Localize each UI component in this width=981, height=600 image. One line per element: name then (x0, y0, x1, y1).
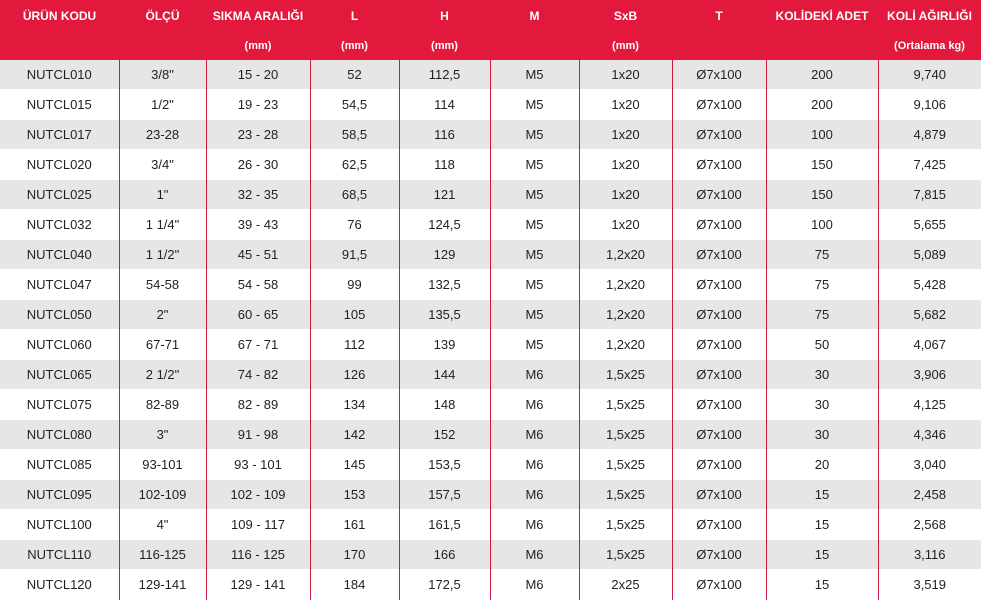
cell-clamping-range: 93 - 101 (206, 450, 310, 480)
cell-band-sxb: 1,5x25 (579, 360, 672, 390)
table-row (0, 510, 981, 540)
table-row (0, 210, 981, 240)
cell-screw-m: M5 (490, 210, 579, 240)
cell-clamping-range: 23 - 28 (206, 120, 310, 150)
cell-band-sxb: 1,2x20 (579, 300, 672, 330)
cell-height-h: 172,5 (399, 570, 490, 600)
cell-height-h: 148 (399, 390, 490, 420)
table-row (0, 480, 981, 510)
header-length-l: L (310, 0, 399, 32)
cell-box-weight: 9,740 (878, 60, 981, 90)
cell-length-l: 170 (310, 540, 399, 570)
table-row (0, 420, 981, 450)
table-row (0, 240, 981, 270)
cell-product-code: NUTCL015 (0, 90, 119, 120)
cell-product-code: NUTCL120 (0, 570, 119, 600)
cell-screw-m: M5 (490, 180, 579, 210)
table-row (0, 540, 981, 570)
subheader-clamping-range: (mm) (206, 32, 310, 60)
cell-size: 67-71 (119, 330, 206, 360)
cell-screw-m: M5 (490, 240, 579, 270)
cell-clamping-range: 102 - 109 (206, 480, 310, 510)
cell-product-code: NUTCL075 (0, 390, 119, 420)
cell-length-l: 76 (310, 210, 399, 240)
cell-height-h: 139 (399, 330, 490, 360)
cell-height-h: 161,5 (399, 510, 490, 540)
table-row (0, 150, 981, 180)
cell-product-code: NUTCL040 (0, 240, 119, 270)
header-product-code: ÜRÜN KODU (0, 0, 119, 32)
table-body (0, 60, 981, 600)
cell-t-dimension: Ø7x100 (672, 180, 766, 210)
cell-size: 2 1/2" (119, 360, 206, 390)
cell-size: 3" (119, 420, 206, 450)
cell-t-dimension: Ø7x100 (672, 420, 766, 450)
cell-clamping-range: 45 - 51 (206, 240, 310, 270)
cell-size: 54-58 (119, 270, 206, 300)
cell-band-sxb: 1,5x25 (579, 420, 672, 450)
cell-box-weight: 5,655 (878, 210, 981, 240)
cell-length-l: 142 (310, 420, 399, 450)
cell-box-weight: 2,568 (878, 510, 981, 540)
cell-band-sxb: 1x20 (579, 210, 672, 240)
cell-screw-m: M6 (490, 390, 579, 420)
cell-t-dimension: Ø7x100 (672, 90, 766, 120)
cell-product-code: NUTCL060 (0, 330, 119, 360)
cell-band-sxb: 1,5x25 (579, 480, 672, 510)
cell-height-h: 114 (399, 90, 490, 120)
table-row (0, 270, 981, 300)
cell-height-h: 121 (399, 180, 490, 210)
cell-length-l: 58,5 (310, 120, 399, 150)
cell-band-sxb: 2x25 (579, 570, 672, 600)
cell-product-code: NUTCL050 (0, 300, 119, 330)
cell-band-sxb: 1,5x25 (579, 450, 672, 480)
cell-product-code: NUTCL080 (0, 420, 119, 450)
cell-box-weight: 5,089 (878, 240, 981, 270)
cell-height-h: 132,5 (399, 270, 490, 300)
cell-t-dimension: Ø7x100 (672, 240, 766, 270)
cell-box-quantity: 75 (766, 270, 878, 300)
cell-box-weight: 3,040 (878, 450, 981, 480)
cell-band-sxb: 1,5x25 (579, 510, 672, 540)
subheader-box-weight: (Ortalama kg) (878, 32, 981, 60)
cell-clamping-range: 82 - 89 (206, 390, 310, 420)
cell-clamping-range: 39 - 43 (206, 210, 310, 240)
cell-clamping-range: 15 - 20 (206, 60, 310, 90)
cell-t-dimension: Ø7x100 (672, 360, 766, 390)
cell-box-quantity: 150 (766, 150, 878, 180)
cell-height-h: 157,5 (399, 480, 490, 510)
cell-t-dimension: Ø7x100 (672, 510, 766, 540)
cell-clamping-range: 67 - 71 (206, 330, 310, 360)
header-units-row (0, 32, 981, 60)
cell-size: 4" (119, 510, 206, 540)
cell-band-sxb: 1,2x20 (579, 270, 672, 300)
cell-height-h: 118 (399, 150, 490, 180)
cell-length-l: 105 (310, 300, 399, 330)
cell-size: 23-28 (119, 120, 206, 150)
cell-screw-m: M6 (490, 450, 579, 480)
cell-product-code: NUTCL065 (0, 360, 119, 390)
cell-screw-m: M6 (490, 510, 579, 540)
table-header (0, 0, 981, 60)
cell-box-quantity: 15 (766, 570, 878, 600)
cell-height-h: 124,5 (399, 210, 490, 240)
cell-box-quantity: 30 (766, 360, 878, 390)
cell-size: 102-109 (119, 480, 206, 510)
cell-box-weight: 2,458 (878, 480, 981, 510)
cell-size: 3/4" (119, 150, 206, 180)
cell-box-quantity: 75 (766, 240, 878, 270)
cell-product-code: NUTCL100 (0, 510, 119, 540)
cell-size: 82-89 (119, 390, 206, 420)
cell-t-dimension: Ø7x100 (672, 150, 766, 180)
cell-t-dimension: Ø7x100 (672, 390, 766, 420)
cell-length-l: 99 (310, 270, 399, 300)
cell-size: 129-141 (119, 570, 206, 600)
table-row (0, 180, 981, 210)
cell-screw-m: M5 (490, 120, 579, 150)
cell-size: 1" (119, 180, 206, 210)
header-row (0, 0, 981, 32)
cell-box-quantity: 15 (766, 510, 878, 540)
cell-t-dimension: Ø7x100 (672, 450, 766, 480)
cell-band-sxb: 1,5x25 (579, 540, 672, 570)
cell-clamping-range: 19 - 23 (206, 90, 310, 120)
cell-height-h: 144 (399, 360, 490, 390)
cell-length-l: 91,5 (310, 240, 399, 270)
cell-box-weight: 5,428 (878, 270, 981, 300)
cell-band-sxb: 1,5x25 (579, 390, 672, 420)
cell-height-h: 129 (399, 240, 490, 270)
cell-screw-m: M5 (490, 150, 579, 180)
cell-band-sxb: 1,2x20 (579, 240, 672, 270)
cell-band-sxb: 1x20 (579, 180, 672, 210)
cell-screw-m: M5 (490, 330, 579, 360)
cell-length-l: 153 (310, 480, 399, 510)
cell-t-dimension: Ø7x100 (672, 270, 766, 300)
cell-band-sxb: 1x20 (579, 90, 672, 120)
cell-product-code: NUTCL047 (0, 270, 119, 300)
cell-length-l: 161 (310, 510, 399, 540)
table-row (0, 90, 981, 120)
cell-box-quantity: 100 (766, 120, 878, 150)
table-row (0, 570, 981, 600)
cell-length-l: 134 (310, 390, 399, 420)
cell-product-code: NUTCL095 (0, 480, 119, 510)
cell-product-code: NUTCL085 (0, 450, 119, 480)
header-t-dimension: T (672, 0, 766, 32)
cell-size: 2" (119, 300, 206, 330)
cell-t-dimension: Ø7x100 (672, 330, 766, 360)
cell-length-l: 126 (310, 360, 399, 390)
subheader-screw-m (490, 32, 579, 60)
header-screw-m: M (490, 0, 579, 32)
cell-product-code: NUTCL010 (0, 60, 119, 90)
table-row (0, 390, 981, 420)
subheader-product-code (0, 32, 119, 60)
table-row (0, 120, 981, 150)
subheader-t-dimension (672, 32, 766, 60)
cell-height-h: 112,5 (399, 60, 490, 90)
cell-height-h: 166 (399, 540, 490, 570)
cell-box-weight: 3,906 (878, 360, 981, 390)
header-clamping-range: SIKMA ARALIĞI (206, 0, 310, 32)
cell-screw-m: M6 (490, 480, 579, 510)
subheader-size (119, 32, 206, 60)
subheader-height-h: (mm) (399, 32, 490, 60)
cell-box-quantity: 75 (766, 300, 878, 330)
cell-box-quantity: 200 (766, 90, 878, 120)
cell-size: 1 1/4" (119, 210, 206, 240)
cell-screw-m: M5 (490, 300, 579, 330)
cell-box-weight: 9,106 (878, 90, 981, 120)
cell-box-quantity: 20 (766, 450, 878, 480)
cell-clamping-range: 60 - 65 (206, 300, 310, 330)
header-box-weight: KOLİ AĞIRLIĞI (878, 0, 981, 32)
cell-length-l: 68,5 (310, 180, 399, 210)
subheader-box-quantity (766, 32, 878, 60)
subheader-length-l: (mm) (310, 32, 399, 60)
cell-length-l: 62,5 (310, 150, 399, 180)
cell-t-dimension: Ø7x100 (672, 570, 766, 600)
cell-height-h: 116 (399, 120, 490, 150)
cell-height-h: 152 (399, 420, 490, 450)
cell-screw-m: M5 (490, 90, 579, 120)
cell-t-dimension: Ø7x100 (672, 210, 766, 240)
header-height-h: H (399, 0, 490, 32)
cell-screw-m: M6 (490, 570, 579, 600)
cell-clamping-range: 26 - 30 (206, 150, 310, 180)
cell-screw-m: M6 (490, 540, 579, 570)
cell-box-weight: 7,425 (878, 150, 981, 180)
cell-box-quantity: 150 (766, 180, 878, 210)
cell-screw-m: M6 (490, 420, 579, 450)
cell-box-weight: 4,067 (878, 330, 981, 360)
cell-box-weight: 4,346 (878, 420, 981, 450)
table-row (0, 60, 981, 90)
cell-clamping-range: 74 - 82 (206, 360, 310, 390)
cell-band-sxb: 1x20 (579, 120, 672, 150)
cell-size: 116-125 (119, 540, 206, 570)
cell-t-dimension: Ø7x100 (672, 60, 766, 90)
header-band-sxb: SxB (579, 0, 672, 32)
cell-t-dimension: Ø7x100 (672, 300, 766, 330)
cell-screw-m: M5 (490, 270, 579, 300)
cell-box-weight: 5,682 (878, 300, 981, 330)
cell-t-dimension: Ø7x100 (672, 480, 766, 510)
cell-band-sxb: 1,2x20 (579, 330, 672, 360)
header-box-quantity: KOLİDEKİ ADET (766, 0, 878, 32)
cell-size: 1/2" (119, 90, 206, 120)
cell-product-code: NUTCL020 (0, 150, 119, 180)
cell-product-code: NUTCL110 (0, 540, 119, 570)
cell-clamping-range: 116 - 125 (206, 540, 310, 570)
cell-t-dimension: Ø7x100 (672, 540, 766, 570)
cell-height-h: 135,5 (399, 300, 490, 330)
header-size: ÖLÇÜ (119, 0, 206, 32)
cell-box-weight: 3,116 (878, 540, 981, 570)
cell-length-l: 54,5 (310, 90, 399, 120)
cell-size: 3/8" (119, 60, 206, 90)
cell-clamping-range: 109 - 117 (206, 510, 310, 540)
cell-box-quantity: 15 (766, 540, 878, 570)
cell-length-l: 145 (310, 450, 399, 480)
cell-t-dimension: Ø7x100 (672, 120, 766, 150)
cell-clamping-range: 54 - 58 (206, 270, 310, 300)
cell-box-weight: 7,815 (878, 180, 981, 210)
subheader-band-sxb: (mm) (579, 32, 672, 60)
table-row (0, 330, 981, 360)
cell-box-quantity: 30 (766, 390, 878, 420)
cell-product-code: NUTCL032 (0, 210, 119, 240)
cell-box-quantity: 200 (766, 60, 878, 90)
table-row (0, 450, 981, 480)
cell-band-sxb: 1x20 (579, 60, 672, 90)
cell-length-l: 52 (310, 60, 399, 90)
cell-box-quantity: 50 (766, 330, 878, 360)
table-row (0, 300, 981, 330)
cell-size: 93-101 (119, 450, 206, 480)
cell-screw-m: M6 (490, 360, 579, 390)
cell-box-weight: 3,519 (878, 570, 981, 600)
cell-box-quantity: 30 (766, 420, 878, 450)
cell-length-l: 184 (310, 570, 399, 600)
cell-box-quantity: 100 (766, 210, 878, 240)
cell-clamping-range: 91 - 98 (206, 420, 310, 450)
cell-box-weight: 4,125 (878, 390, 981, 420)
cell-band-sxb: 1x20 (579, 150, 672, 180)
cell-product-code: NUTCL017 (0, 120, 119, 150)
cell-length-l: 112 (310, 330, 399, 360)
cell-clamping-range: 129 - 141 (206, 570, 310, 600)
cell-box-weight: 4,879 (878, 120, 981, 150)
cell-clamping-range: 32 - 35 (206, 180, 310, 210)
cell-screw-m: M5 (490, 60, 579, 90)
cell-height-h: 153,5 (399, 450, 490, 480)
cell-product-code: NUTCL025 (0, 180, 119, 210)
cell-size: 1 1/2" (119, 240, 206, 270)
cell-box-quantity: 15 (766, 480, 878, 510)
table-row (0, 360, 981, 390)
